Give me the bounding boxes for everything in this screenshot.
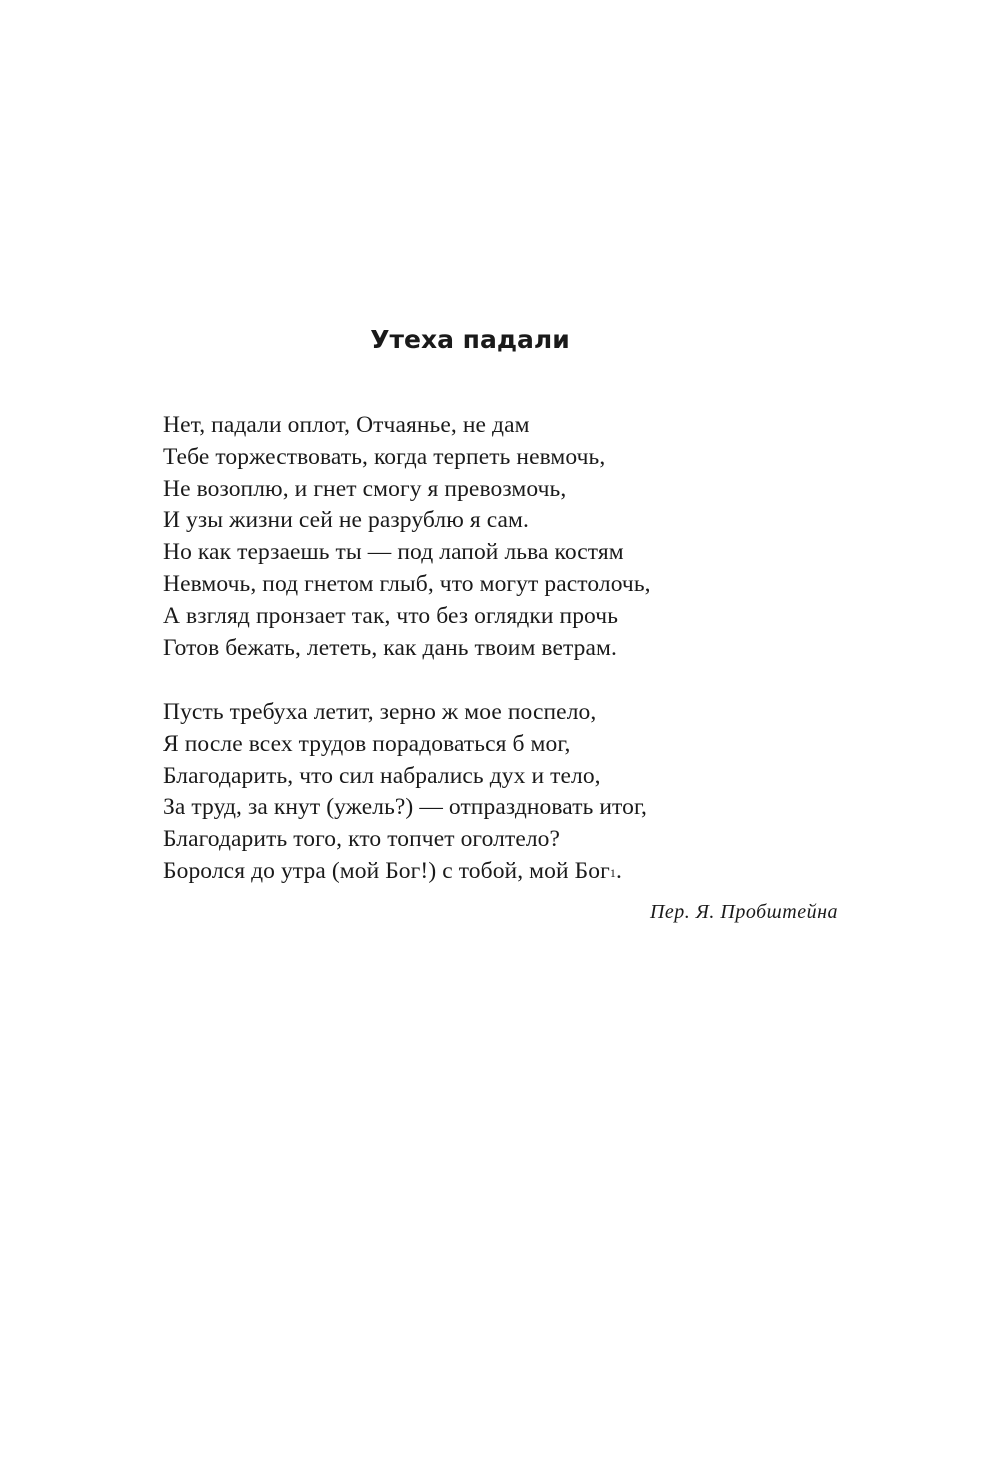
footnote-marker[interactable]: 1	[609, 865, 616, 880]
translator-credit: Пер. Я. Пробштейна	[649, 901, 838, 923]
last-line-text: Боролся до утра (мой Бог!) с тобой, мой Бог	[163, 857, 610, 884]
last-line-period: .	[615, 857, 622, 884]
poem-line: Благодарить того, кто топчет оголтело?	[163, 826, 561, 853]
poem-line: Готов бежать, лететь, как дань твоим ветрам.	[163, 634, 617, 661]
poem-last-line	[163, 856, 647, 888]
poem-line: Пусть требуха летит, зерно ж мое поспело,	[163, 699, 597, 725]
poem-line: Невмочь, под гнетом глыб, что могут растолочь,	[163, 570, 651, 597]
stanza-1	[163, 410, 651, 664]
poem-title: Утеха падали	[370, 325, 570, 354]
poem-line: А взгляд пронзает так, что без оглядки прочь	[163, 602, 619, 629]
poem-line: Благодарить, что сил набрались дух и тело,	[163, 762, 601, 789]
poem-line: Но как терзаешь ты — под лапой льва костям	[163, 539, 624, 566]
poem-line: За труд, за кнут (ужель?) — отпраздновать итог,	[163, 794, 648, 821]
poem-line: Не возоплю, и гнет смогу я превозмочь,	[163, 475, 567, 502]
stanza-2	[163, 697, 647, 888]
poem-line: И узы жизни сей не разрублю я сам.	[163, 507, 529, 534]
poem-line: Нет, падали оплот, Отчаянье, не дам	[163, 412, 530, 438]
poem-line: Я после всех трудов порадоваться б мог,	[163, 730, 571, 757]
poem-line: Тебе торжествовать, когда терпеть невмочь,	[163, 443, 606, 470]
